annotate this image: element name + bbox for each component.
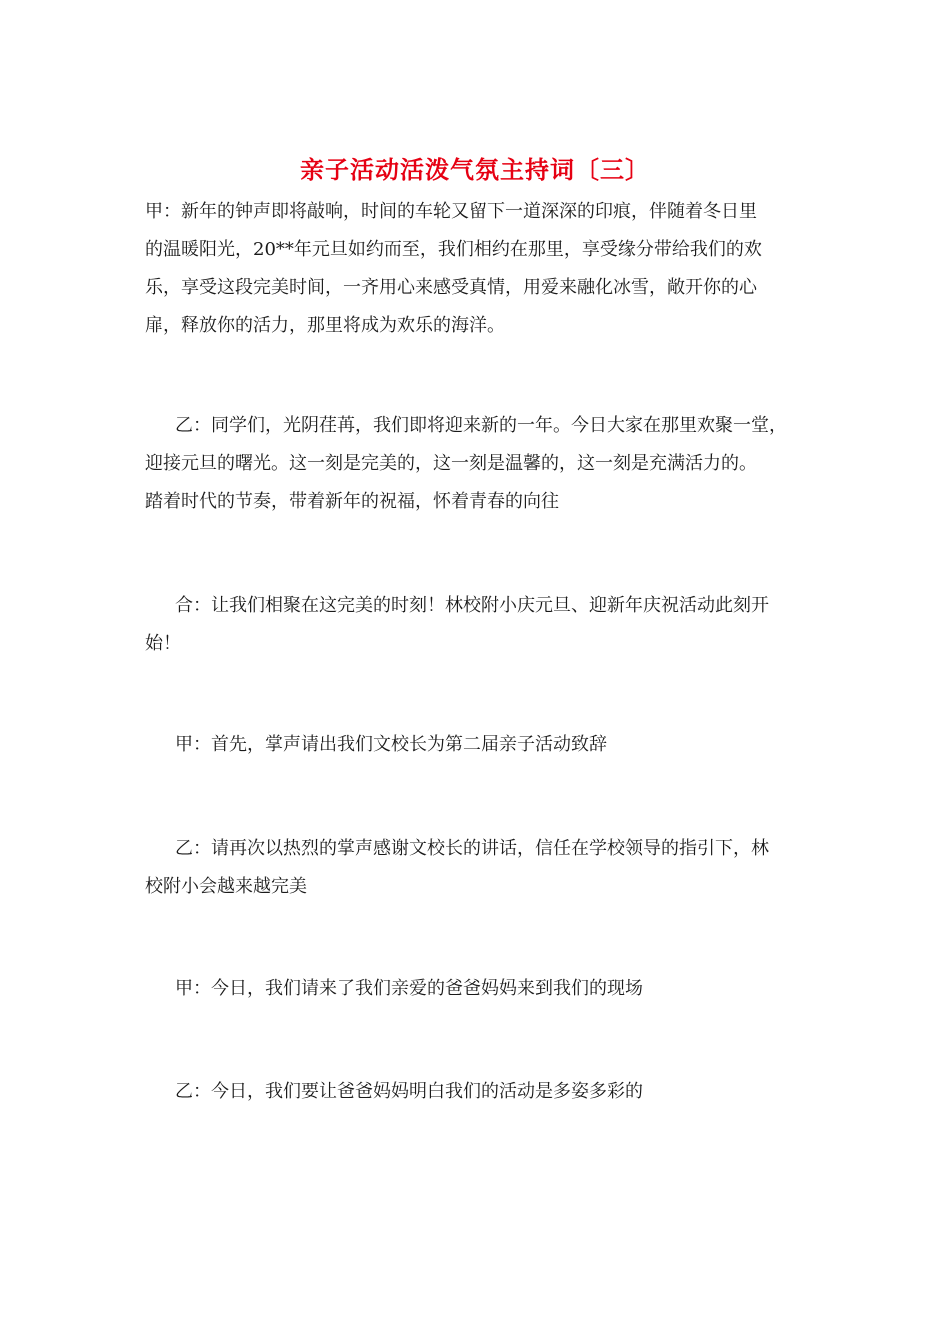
- paragraph-7: [145, 1073, 810, 1111]
- paragraph-3: [145, 587, 810, 663]
- paragraph-line: 甲：首先，掌声请出我们文校长为第二届亲子活动致辞: [175, 734, 607, 755]
- paragraph-line: 甲：新年的钟声即将敲响，时间的车轮又留下一道深深的印痕，伴随着冬日里: [145, 201, 757, 222]
- paragraph-line: 扉，释放你的活力，那里将成为欢乐的海洋。: [145, 315, 505, 336]
- paragraph-line: 乐，享受这段完美时间，一齐用心来感受真情，用爱来融化冰雪，敞开你的心: [145, 277, 757, 298]
- paragraph-line: 的温暖阳光，20**年元旦如约而至，我们相约在那里，享受缘分带给我们的欢: [145, 239, 762, 260]
- paragraph-6: [145, 970, 810, 1008]
- paragraph-line: 乙：请再次以热烈的掌声感谢文校长的讲话，信任在学校领导的指引下，林: [175, 838, 769, 859]
- document-title: 亲子活动活泼气氛主持词〔三〕: [300, 155, 650, 184]
- paragraph-4: [145, 726, 810, 764]
- paragraph-line: 始！: [145, 633, 181, 654]
- paragraph-5: [145, 830, 810, 906]
- paragraph-line: 合：让我们相聚在这完美的时刻！林校附小庆元旦、迎新年庆祝活动此刻开: [175, 595, 769, 616]
- paragraph-line: 甲：今日，我们请来了我们亲爱的爸爸妈妈来到我们的现场: [175, 978, 643, 999]
- paragraph-2: [145, 407, 810, 521]
- paragraph-line: 踏着时代的节奏，带着新年的祝福，怀着青春的向往: [145, 491, 559, 512]
- paragraph-line: 乙：同学们，光阴荏苒，我们即将迎来新的一年。今日大家在那里欢聚一堂，: [175, 415, 787, 436]
- paragraph-line: 乙：今日，我们要让爸爸妈妈明白我们的活动是多姿多彩的: [175, 1081, 643, 1102]
- paragraph-line: 迎接元旦的曙光。这一刻是完美的，这一刻是温馨的，这一刻是充满活力的。: [145, 453, 757, 474]
- paragraph-line: 校附小会越来越完美: [145, 876, 307, 897]
- paragraph-1: [145, 193, 810, 345]
